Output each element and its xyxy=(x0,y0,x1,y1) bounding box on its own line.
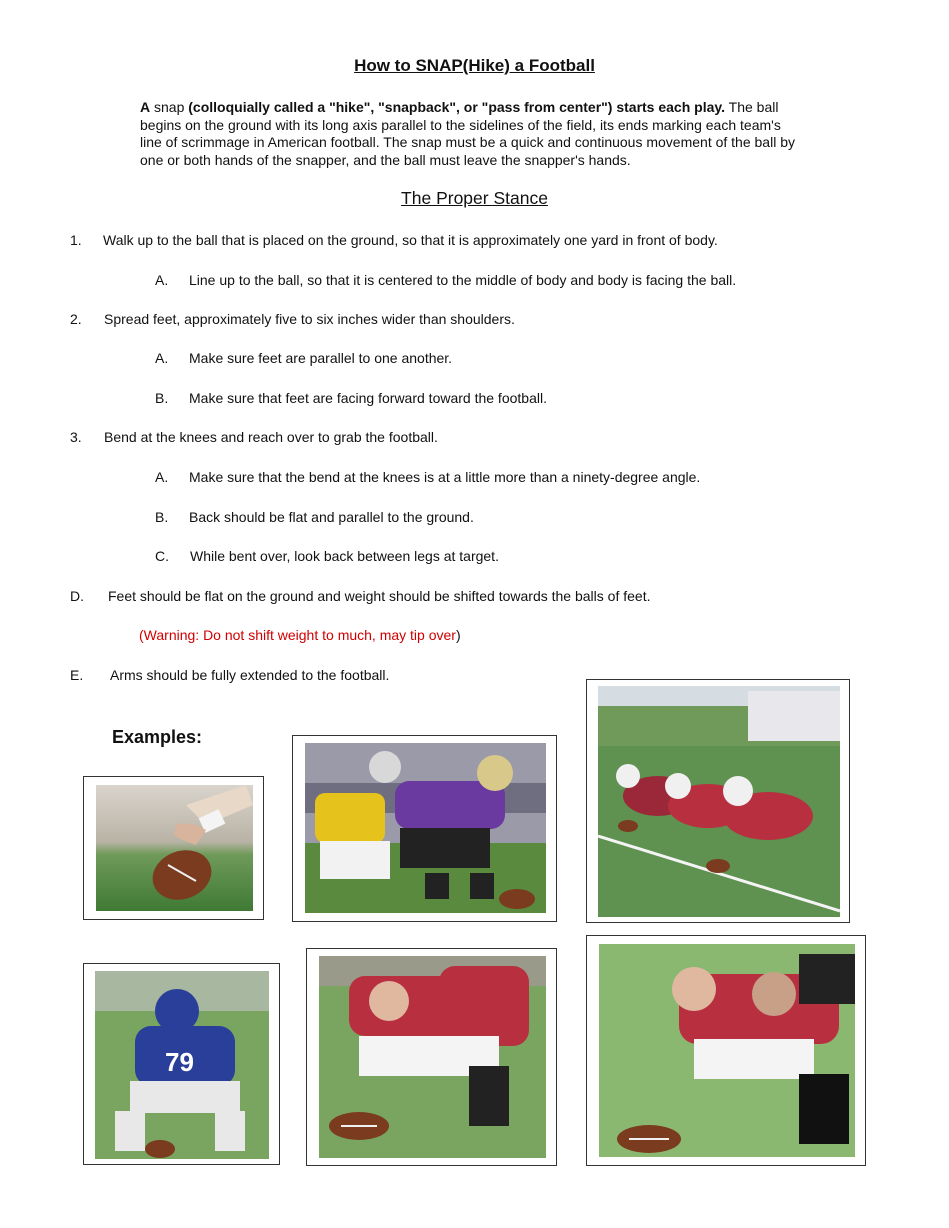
step-text: Spread feet, approximately five to six inches wider than shoulders. xyxy=(104,311,515,327)
photo-team-lineup-image xyxy=(598,686,840,917)
photo-center-and-quarterback-image xyxy=(305,743,546,913)
step-text: Bend at the knees and reach over to grab the football. xyxy=(104,429,438,445)
step-letter: A. xyxy=(155,272,169,288)
photo-red-jersey-snapper xyxy=(306,948,557,1166)
step-text: Line up to the ball, so that it is centered to the middle of body and body is facing the ball. xyxy=(189,272,737,288)
step-letter: A. xyxy=(155,350,169,366)
page-title: How to SNAP(Hike) a Football xyxy=(354,56,595,75)
warning-text: Warning: Do not shift weight to much, may tip over xyxy=(143,627,456,643)
intro-lead-definition: (colloquially called a "hike", "snapback", or "pass from center") starts each play. xyxy=(188,99,726,115)
step-letter: A. xyxy=(155,469,169,485)
intro-lead-a: A xyxy=(140,99,151,115)
step-text: While bent over, look back between legs at target. xyxy=(190,548,499,564)
intro-body: The ball begins on the ground with its long axis parallel to the sidelines of the field, its ends marking each team's line of scrimmage in American football. The snap must be a quick and continuous movement of the ball by one or both hands of the snapper, and the ball must leave the snapper's hands. xyxy=(140,99,795,168)
photo-red-jersey-linemen-image xyxy=(599,944,855,1157)
photo-blue-jersey-79-image xyxy=(95,971,269,1159)
photo-red-jersey-linemen xyxy=(586,935,866,1166)
step-letter: D. xyxy=(70,588,84,604)
photo-hand-on-ball xyxy=(83,776,264,920)
step-text: Arms should be fully extended to the football. xyxy=(110,667,390,683)
step-letter: E. xyxy=(70,667,84,683)
step-letter: B. xyxy=(155,390,169,406)
photo-red-jersey-snapper-image xyxy=(319,956,546,1158)
step-text: Make sure feet are parallel to one another. xyxy=(189,350,453,366)
step-number: 3. xyxy=(70,429,82,445)
step-number: 2. xyxy=(70,311,82,327)
step-text: Back should be flat and parallel to the ground. xyxy=(189,509,474,525)
step-text: Walk up to the ball that is placed on the ground, so that it is approximately one yard in front of body. xyxy=(103,232,718,248)
step-text: Make sure that the bend at the knees is at a little more than a ninety-degree angle. xyxy=(189,469,701,485)
photo-hand-on-ball-image xyxy=(96,785,253,911)
section-subtitle: The Proper Stance xyxy=(401,188,548,208)
intro-paragraph xyxy=(140,99,800,169)
photo-blue-jersey-79 xyxy=(83,963,280,1165)
warning-close-paren: ) xyxy=(455,627,461,643)
svg-text:79: 79 xyxy=(165,1047,194,1077)
step-text: Feet should be flat on the ground and weight should be shifted towards the balls of feet. xyxy=(108,588,651,604)
warning-note xyxy=(139,626,461,644)
intro-lead-snap: snap xyxy=(150,99,189,115)
examples-heading: Examples: xyxy=(112,727,203,747)
step-number: 1. xyxy=(70,232,82,248)
step-letter: B. xyxy=(155,509,169,525)
warning-open-paren: ( xyxy=(139,627,144,643)
step-letter: C. xyxy=(155,548,169,564)
photo-center-and-quarterback xyxy=(292,735,557,922)
step-text: Make sure that feet are facing forward toward the football. xyxy=(189,390,547,406)
photo-team-lineup xyxy=(586,679,850,923)
